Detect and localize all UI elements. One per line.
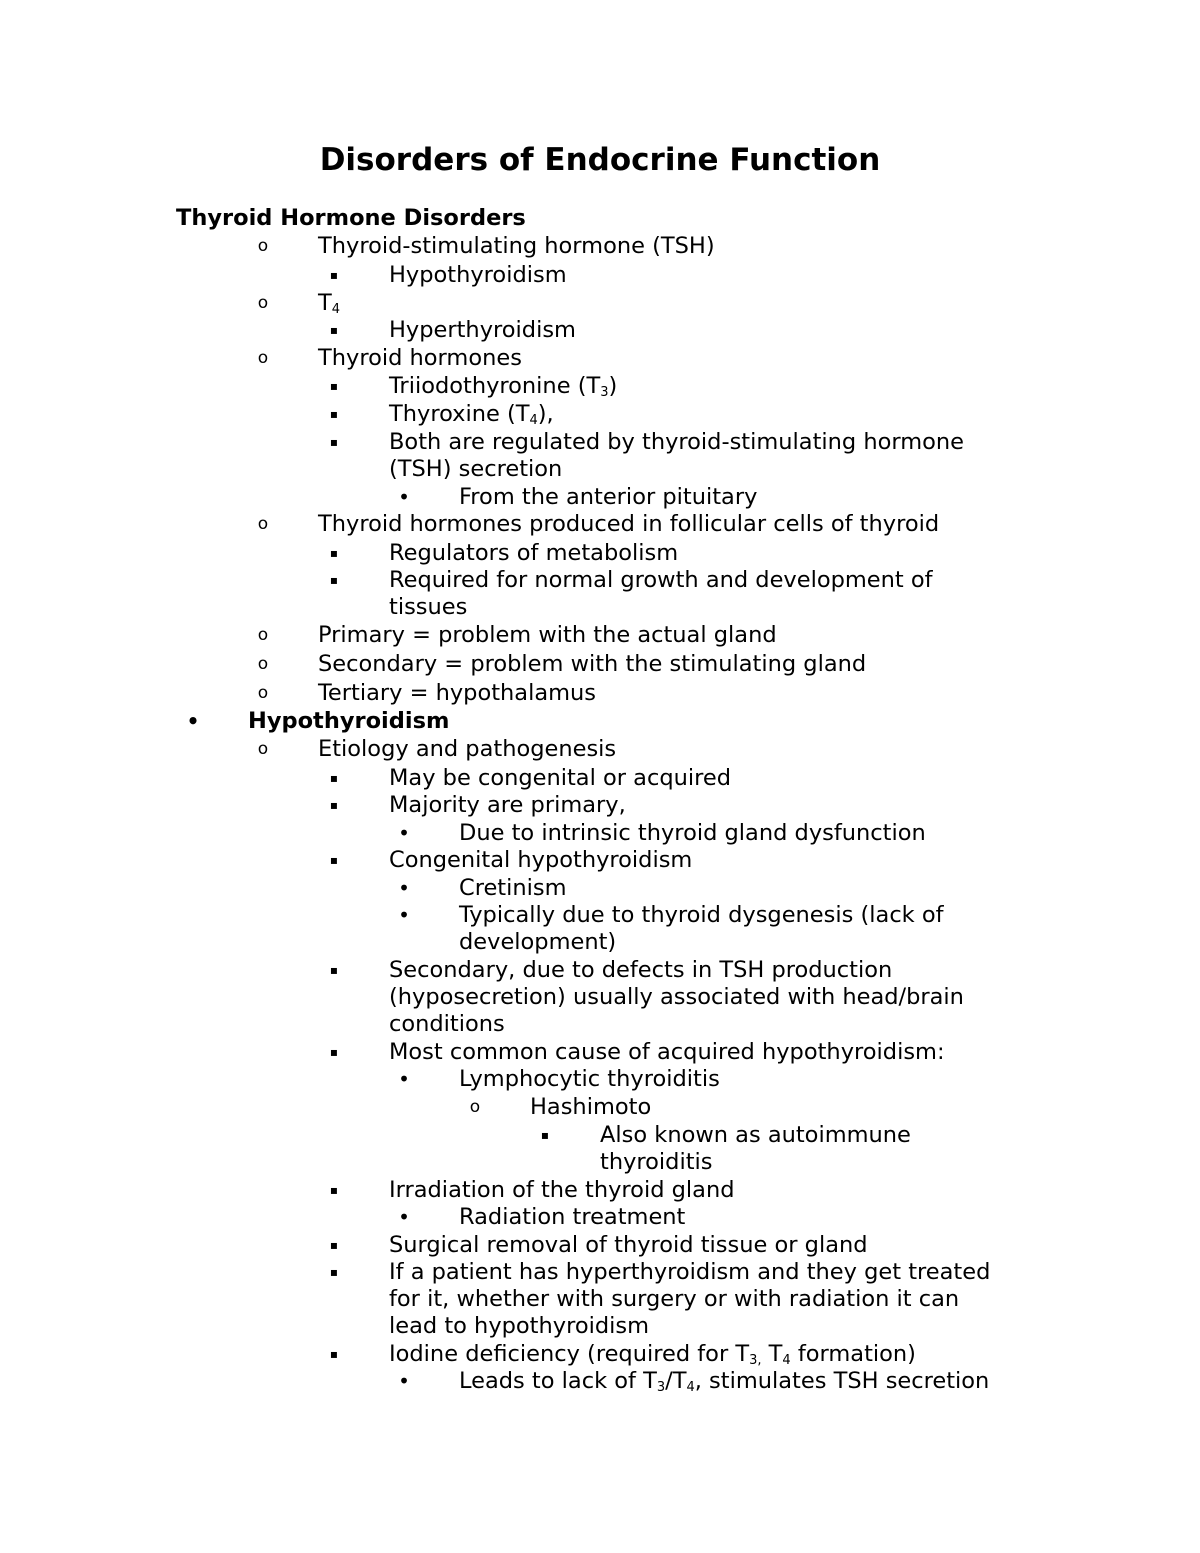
list-item: ▪ Also known as autoimmune thyroiditis	[600, 1122, 911, 1176]
circle-bullet-icon: o	[257, 348, 269, 368]
list-item: ▪ Iodine deficiency (required for $T_{3,}$ $T_4$ formation)	[389, 1341, 916, 1368]
list-item: o Secondary = problem with the stimulating gland	[318, 651, 866, 678]
list-item: ▪ Both are regulated by thyroid-stimulating hormone (TSH) secretion	[389, 429, 964, 483]
square-bullet-icon: ▪	[329, 1238, 339, 1252]
list-item: o Tertiary = hypothalamus	[318, 680, 596, 707]
circle-bullet-icon: o	[257, 514, 269, 534]
square-bullet-icon: ▪	[329, 1265, 339, 1279]
dot-bullet-icon: •	[398, 1369, 410, 1393]
list-item: ▪ Surgical removal of thyroid tissue or gland	[389, 1232, 868, 1259]
list-item: • Due to intrinsic thyroid gland dysfunction	[459, 820, 926, 847]
dot-bullet-icon: •	[398, 485, 410, 509]
dot-bullet-icon: •	[398, 1067, 410, 1091]
list-item: • From the anterior pituitary	[459, 484, 757, 511]
square-bullet-icon: ▪	[329, 573, 339, 587]
square-bullet-icon: ▪	[329, 1347, 339, 1361]
dot-bullet-icon: •	[186, 709, 200, 733]
list-item: o Thyroid-stimulating hormone (TSH)	[318, 233, 715, 260]
circle-bullet-icon: o	[469, 1097, 481, 1117]
circle-bullet-icon: o	[257, 683, 269, 703]
square-bullet-icon: ▪	[329, 407, 339, 421]
square-bullet-icon: ▪	[329, 853, 339, 867]
list-item: o Hashimoto	[530, 1094, 651, 1121]
dot-bullet-icon: •	[398, 821, 410, 845]
list-item: ▪ Regulators of metabolism	[389, 540, 678, 567]
list-item: ▪ If a patient has hyperthyroidism and they get treated for it, whether with surgery or with radiation it can lead to hypothyroidism	[389, 1259, 990, 1340]
list-item: ▪ Hyperthyroidism	[389, 317, 576, 344]
square-bullet-icon: ▪	[329, 379, 339, 393]
list-item: • Leads to lack of $T_3/T_4$, stimulates TSH secretion	[459, 1368, 989, 1395]
list-item: • Radiation treatment	[459, 1204, 685, 1231]
square-bullet-icon: ▪	[329, 268, 339, 282]
circle-bullet-icon: o	[257, 654, 269, 674]
list-item: o Primary = problem with the actual gland	[318, 622, 777, 649]
list-item: ▪ Triiodothyronine $(T_3)$	[389, 373, 617, 400]
square-bullet-icon: ▪	[329, 771, 339, 785]
list-item: • Typically due to thyroid dysgenesis (lack of development)	[459, 902, 944, 956]
list-item: ▪ Most common cause of acquired hypothyroidism:	[389, 1039, 945, 1066]
list-item: ▪ Irradiation of the thyroid gland	[389, 1177, 735, 1204]
list-item: ▪ Required for normal growth and development of tissues	[389, 567, 933, 621]
list-item: ▪ May be congenital or acquired	[389, 765, 731, 792]
square-bullet-icon: ▪	[329, 963, 339, 977]
dot-bullet-icon: •	[398, 1205, 410, 1229]
list-item: • Lymphocytic thyroiditis	[459, 1066, 720, 1093]
list-item: ▪ Thyroxine $(T_4)$,	[389, 401, 554, 428]
dot-bullet-icon: •	[398, 876, 410, 900]
list-item: ▪ Hypothyroidism	[389, 262, 567, 289]
square-bullet-icon: ▪	[329, 435, 339, 449]
circle-bullet-icon: o	[257, 293, 269, 313]
section-heading: • Hypothyroidism	[248, 708, 449, 735]
document-title: Disorders of Endocrine Function	[319, 142, 881, 178]
section-heading: Thyroid Hormone Disorders	[176, 205, 526, 231]
list-item: o Thyroid hormones produced in follicular cells of thyroid	[318, 511, 939, 538]
dot-bullet-icon: •	[398, 903, 410, 927]
circle-bullet-icon: o	[257, 236, 269, 256]
square-bullet-icon: ▪	[329, 798, 339, 812]
square-bullet-icon: ▪	[329, 1183, 339, 1197]
list-item: ▪ Secondary, due to defects in TSH production (hyposecretion) usually associated with head/brain conditions	[389, 957, 964, 1038]
square-bullet-icon: ▪	[329, 323, 339, 337]
list-item: o $T_4$	[318, 290, 340, 317]
square-bullet-icon: ▪	[540, 1128, 550, 1142]
list-item: • Cretinism	[459, 875, 567, 902]
square-bullet-icon: ▪	[329, 546, 339, 560]
list-item: ▪ Congenital hypothyroidism	[389, 847, 692, 874]
circle-bullet-icon: o	[257, 739, 269, 759]
circle-bullet-icon: o	[257, 625, 269, 645]
list-item: o Thyroid hormones	[318, 345, 522, 372]
list-item: o Etiology and pathogenesis	[318, 736, 616, 763]
square-bullet-icon: ▪	[329, 1045, 339, 1059]
list-item: ▪ Majority are primary,	[389, 792, 626, 819]
